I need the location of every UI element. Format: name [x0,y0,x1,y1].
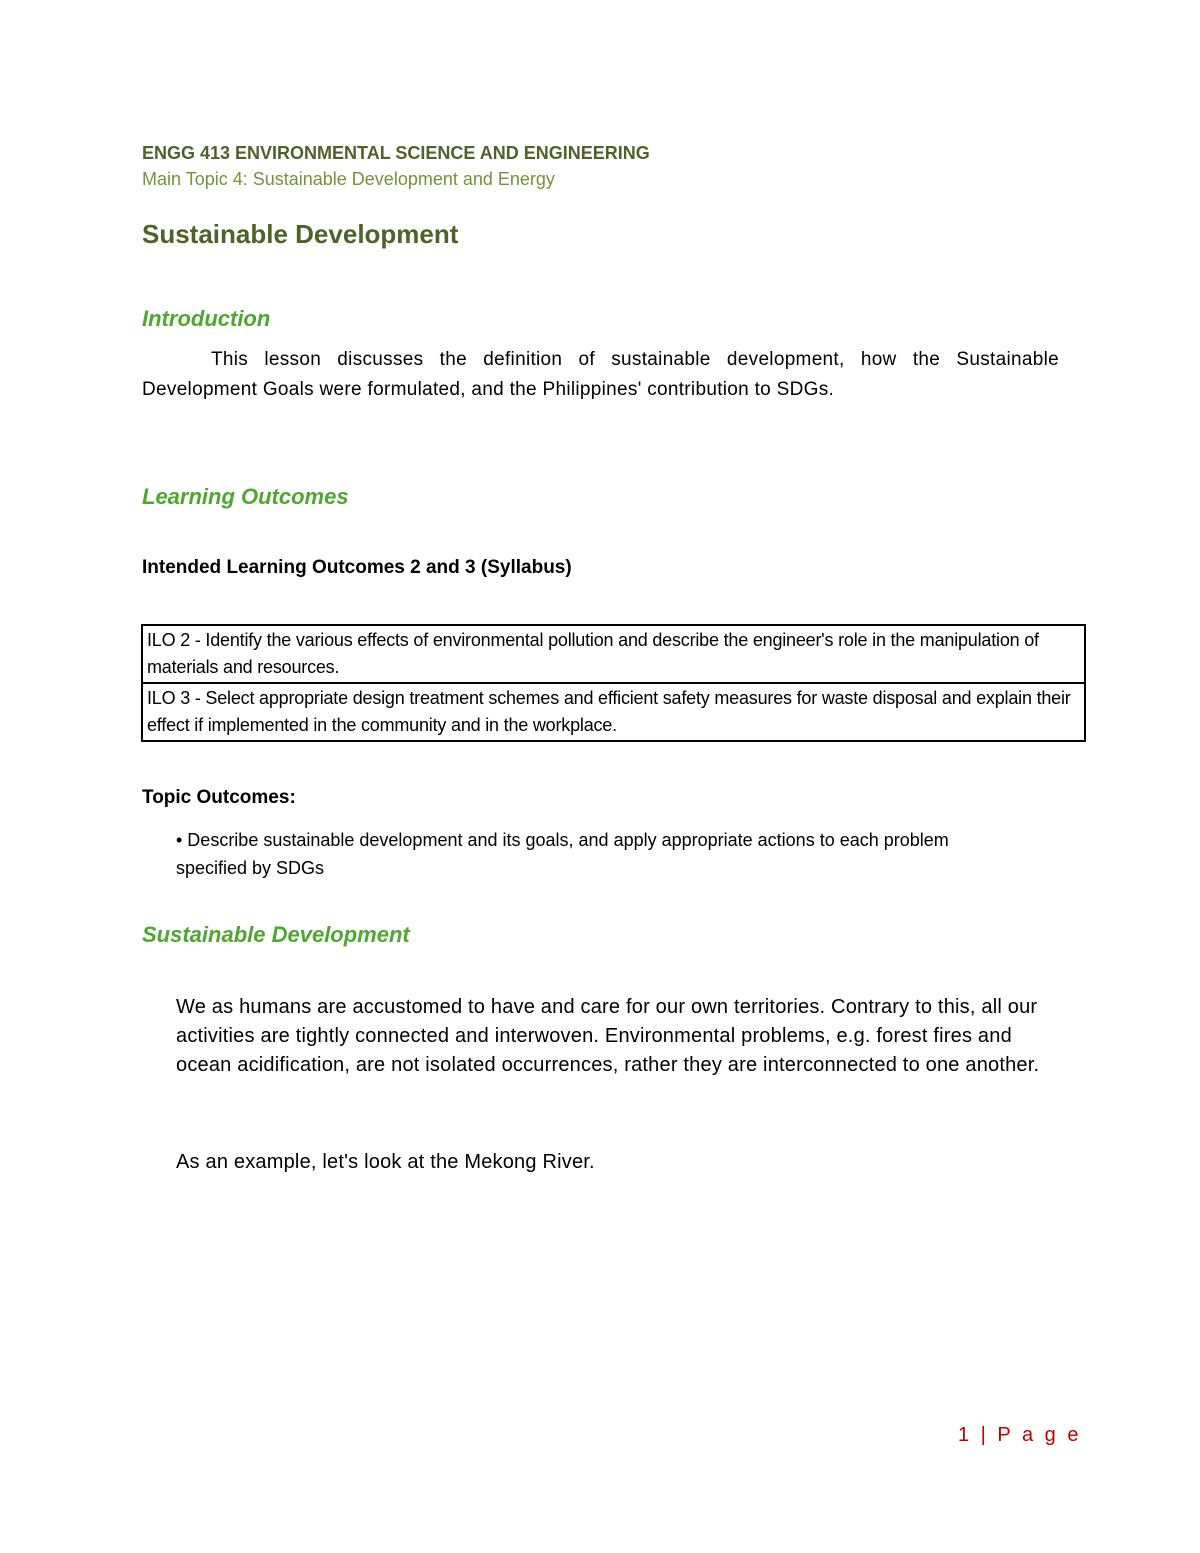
table-row [142,683,1085,741]
introduction-line-1: This lesson discusses the definition of sustainable development, how the Sustainable [211,349,1059,370]
page-number: 1 | P a g e [958,1424,1082,1446]
course-title: ENGG 413 ENVIRONMENTAL SCIENCE AND ENGINEERING [142,143,650,163]
introduction-heading: Introduction [142,306,271,331]
list-item: • Describe sustainable development and its goals, and apply appropriate actions to each problem specified by SDGs [176,830,949,878]
topic-outcomes-heading: Topic Outcomes: [142,787,296,808]
ilo-3-cell: ILO 3 - Select appropriate design treatment schemes and efficient safety measures for waste disposal and explain their effect if implemented in the community and in the workplace. [142,683,1085,741]
body-paragraph-1: We as humans are accustomed to have and care for our own territories. Contrary to this, all our activities are tightly connected and interwoven. Environmental problems, e.g. forest fires and ocean acidification, are not isolated occurrences, rather they are interconnected to one another. [176,996,1040,1076]
ilo-table [141,624,1086,742]
introduction-line-2: Development Goals were formulated, and the Philippines' contribution to SDGs. [142,379,835,400]
ilo-heading: Intended Learning Outcomes 2 and 3 (Syllabus) [142,557,572,578]
table-row [142,625,1085,683]
page-title: Sustainable Development [142,219,459,249]
learning-outcomes-heading: Learning Outcomes [142,484,349,509]
sustainable-development-heading: Sustainable Development [142,922,410,947]
main-topic-subtitle: Main Topic 4: Sustainable Development and Energy [142,169,555,189]
body-paragraph-2: As an example, let's look at the Mekong River. [176,1151,595,1173]
introduction-paragraph [142,345,1059,405]
ilo-2-cell: ILO 2 - Identify the various effects of environmental pollution and describe the engineer's role in the manipulation of materials and resources. [142,625,1085,683]
